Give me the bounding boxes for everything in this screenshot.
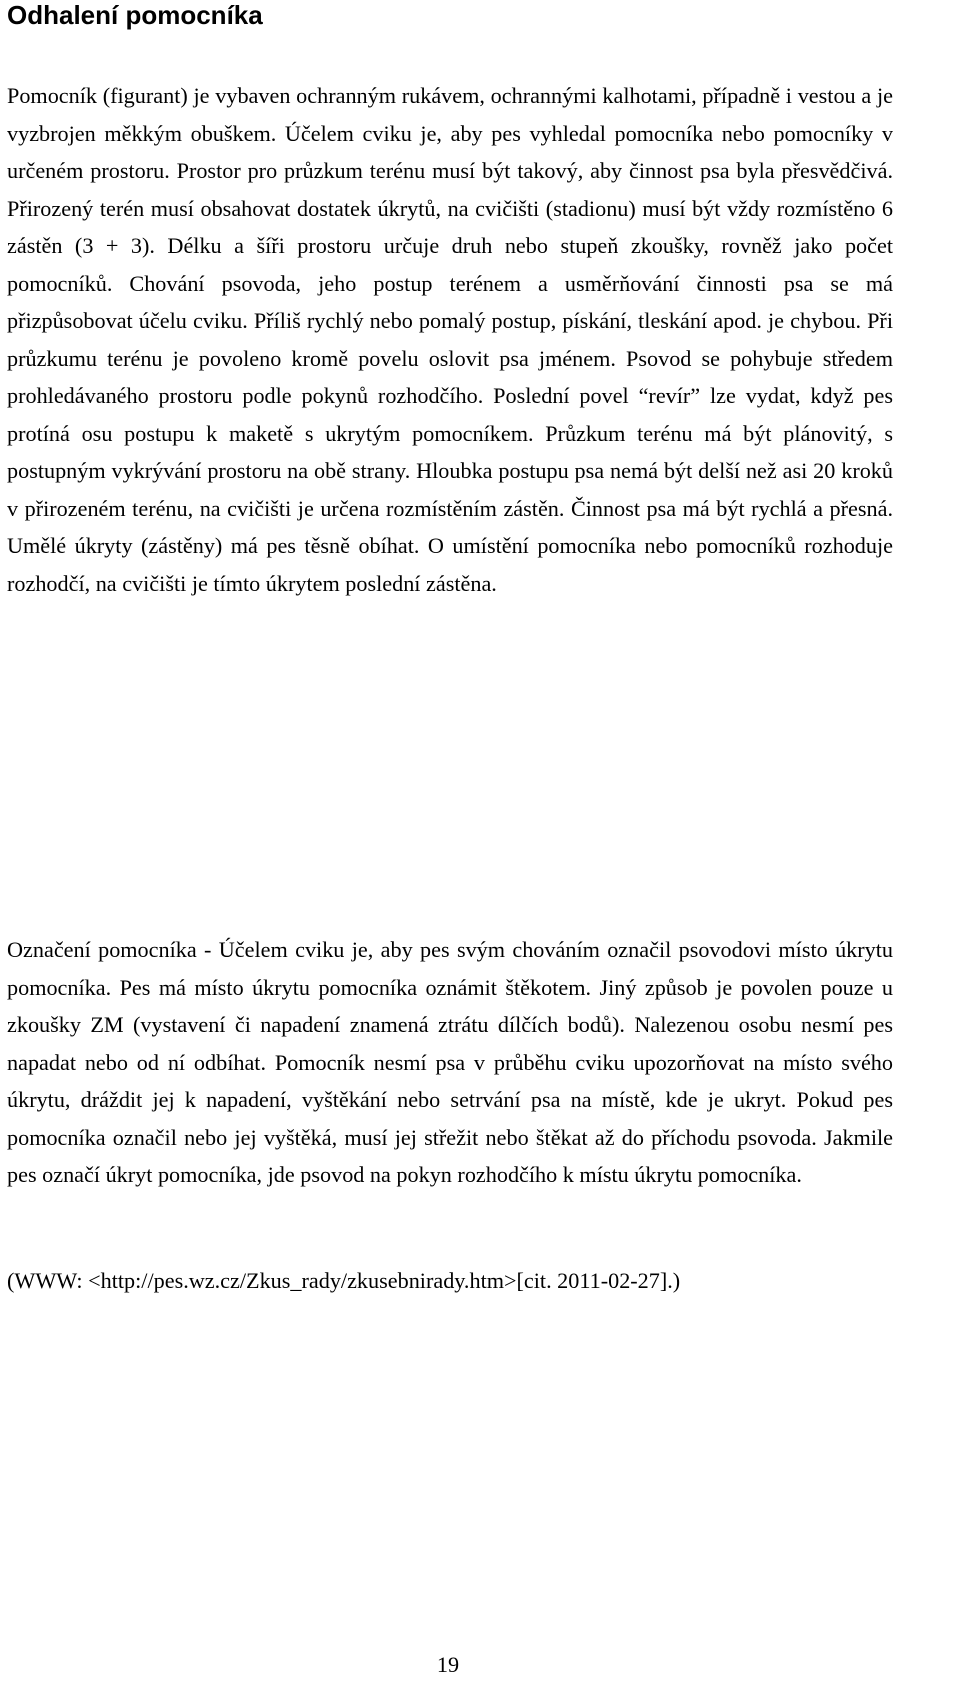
body-paragraph-odhaleni: Pomocník (figurant) je vybaven ochranným rukávem, ochrannými kalhotami, případně i vestou a je vyzbrojen měkkým obuškem. Účelem cviku je, aby pes vyhledal pomocníka nebo pomocníky v určeném prostoru. Prostor pro průzkum terénu musí být takový, aby činnost psa byla přesvědčivá. Přirozený terén musí obsahovat dostatek úkrytů, na cvičišti (stadionu) musí být vždy rozmístěno 6 zástěn (3 + 3). Délku a šíři prostoru určuje druh nebo stupeň zkoušky, rovněž jako počet pomocníků. Chování psovoda, jeho postup terénem a usměrňování činnosti psa se má přizpůsobovat účelu cviku. Příliš rychlý nebo pomalý postup, pískání, tleskání apod. je chybou. Při průzkumu terénu je povoleno kromě povelu oslovit psa jménem. Psovod se pohybuje středem prohledávaného prostoru podle pokynů rozhodčího. Poslední povel “revír” lze vydat, když pes protíná osu postupu k maketě s ukrytým pomocníkem. Průzkum terénu má být plánovitý, s postupným vykrývání prostoru na obě strany. Hloubka postupu psa nemá být delší než asi 20 kroků v přirozeném terénu, na cvičišti je určena rozmístěním zástěn. Činnost psa má být rychlá a přesná. Umělé úkryty (zástěny) má pes těsně obíhat. O umístění pomocníka nebo pomocníků rozhoduje rozhodčí, na cvičišti je tímto úkrytem poslední zástěna. [7, 83, 893, 596]
body-paragraph-oznaceni: Označení pomocníka - Účelem cviku je, aby pes svým chováním označil psovodovi místo úkrytu pomocníka. Pes má místo úkrytu pomocníka oznámit štěkotem. Jiný způsob je povolen pouze u zkoušky ZM (vystavení či napadení znamená ztrátu dílčích bodů). Nalezenou osobu nesmí pes napadat nebo od ní odbíhat. Pomocník nesmí psa v průběhu cviku upozorňovat na místo svého úkrytu, dráždit jej k napadení, vyštěkání nebo setrvání psa na místě, kde je ukryt. Pokud pes pomocníka označil nebo jej vyštěká, musí jej střežit nebo štěkat až do příchodu psovoda. Jakmile pes označí úkryt pomocníka, jde psovod na pokyn rozhodčího k místu úkrytu pomocníka. [7, 937, 893, 1187]
section-heading: Odhalení pomocníka [7, 0, 263, 30]
page-number: 19 [436, 1652, 460, 1677]
source-citation: (WWW: <http://pes.wz.cz/Zkus_rady/zkusebnirady.htm>[cit. 2011-02-27].) [7, 1268, 681, 1293]
